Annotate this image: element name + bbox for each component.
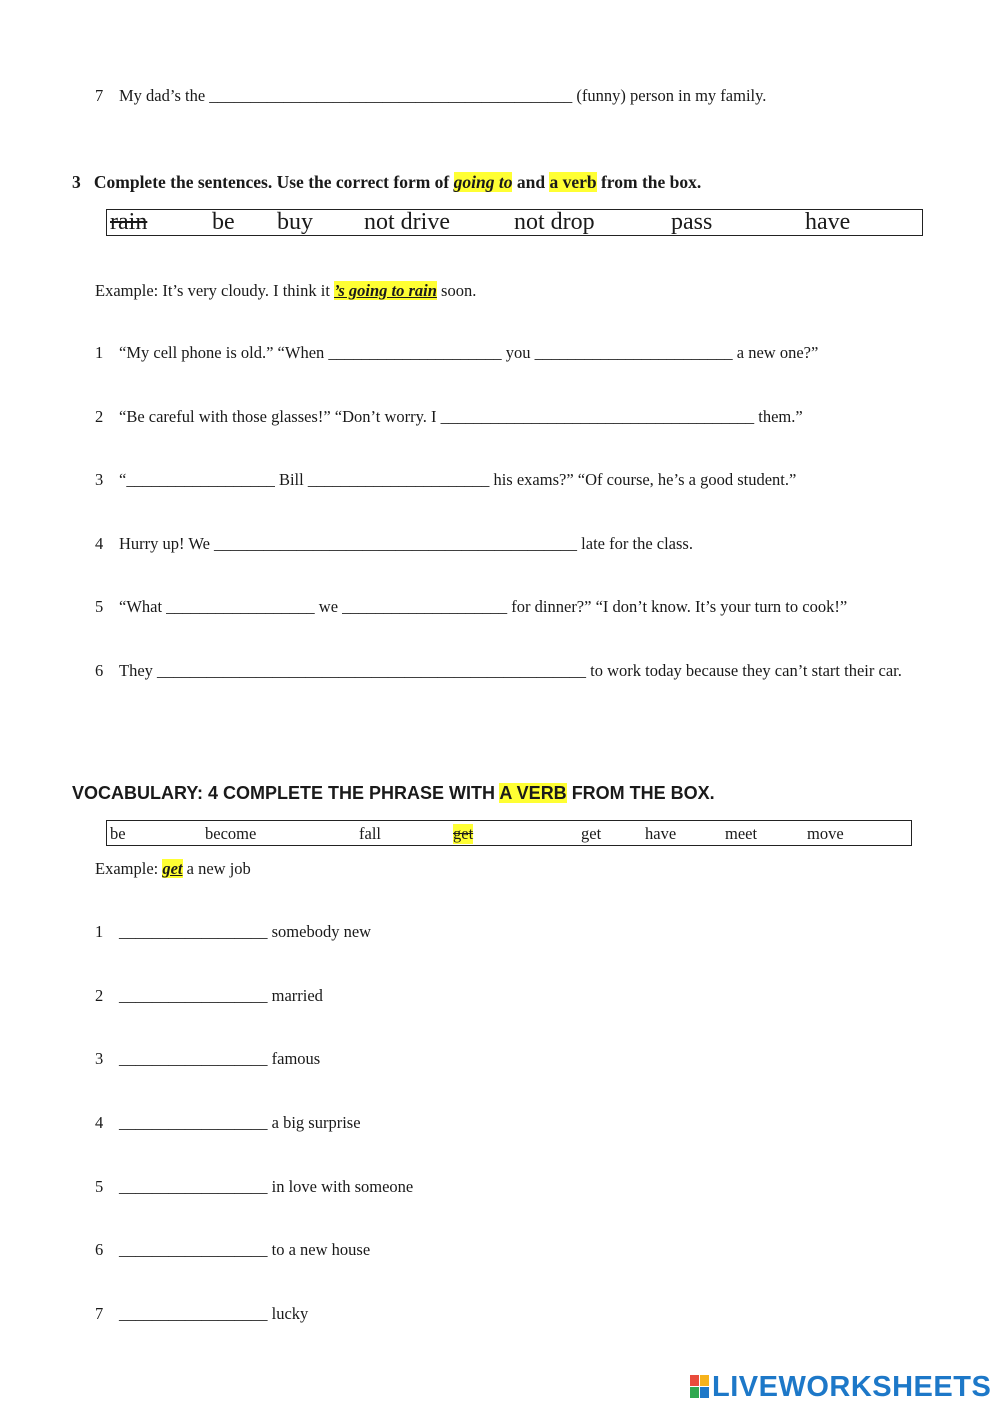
- liveworksheets-logo-icon: [690, 1375, 710, 1399]
- prev-item-number: 7: [95, 86, 104, 105]
- vocab-example: [95, 859, 251, 879]
- item-number: 6: [95, 661, 104, 680]
- sentence-item[interactable]: “Be careful with those glasses!” “Don’t worry. I ______________________________________ them.”: [119, 407, 803, 426]
- item-number: 7: [95, 1304, 104, 1323]
- item-number: 1: [95, 922, 104, 941]
- vocab-example-prefix: Example:: [95, 859, 163, 878]
- section3-instruction-post: from the box.: [596, 172, 702, 192]
- sentence-item[interactable]: “My cell phone is old.” “When _____________________ you ________________________ a new one?”: [119, 343, 819, 362]
- phrase-item[interactable]: __________________ married: [119, 986, 323, 1005]
- word-box-item: have: [805, 209, 851, 235]
- vocab-box-item: fall: [359, 824, 381, 843]
- sentence-item[interactable]: Hurry up! We ____________________________________________ late for the class.: [119, 534, 693, 553]
- word-box-item: buy: [277, 209, 313, 235]
- vocab-highlight-a-verb: A VERB: [499, 783, 567, 803]
- word-box-item: be: [212, 209, 235, 235]
- example-prefix: Example: It’s very cloudy. I think it: [95, 281, 335, 300]
- item-number: 4: [95, 534, 104, 553]
- section3-instruction-mid: and: [512, 172, 550, 192]
- vocab-example-answer: get: [162, 859, 183, 878]
- sentence-item[interactable]: “__________________ Bill ______________________ his exams?” “Of course, he’s a good student.”: [119, 470, 797, 489]
- sentence-item[interactable]: They ____________________________________________________ to work today because they can’t start their car.: [119, 661, 902, 680]
- vocab-box-item: become: [205, 824, 257, 843]
- liveworksheets-logo[interactable]: [690, 1372, 991, 1402]
- phrase-item[interactable]: __________________ a big surprise: [119, 1113, 361, 1132]
- section3-heading: [72, 172, 701, 193]
- word-box-item: rain: [110, 209, 148, 235]
- item-number: 4: [95, 1113, 104, 1132]
- section3-instruction-pre: Complete the sentences. Use the correct form of: [93, 172, 454, 192]
- word-box-item: not drop: [514, 209, 595, 235]
- vocab-heading-pre: VOCABULARY: 4 COMPLETE THE PHRASE WITH: [72, 783, 500, 803]
- item-number: 1: [95, 343, 104, 362]
- vocab-example-suffix: a new job: [182, 859, 251, 878]
- item-number: 5: [95, 597, 104, 616]
- phrase-item[interactable]: __________________ lucky: [119, 1304, 309, 1323]
- vocab-heading-post: FROM THE BOX.: [566, 783, 715, 803]
- vocab-box-item: have: [645, 824, 677, 843]
- vocab-box-item: move: [807, 824, 844, 843]
- item-number: 6: [95, 1240, 104, 1259]
- item-number: 2: [95, 986, 104, 1005]
- vocab-box-item: get: [453, 824, 474, 843]
- prev-item-text: My dad’s the ____________________________________________ (funny) person in my family.: [119, 86, 767, 105]
- phrase-item[interactable]: __________________ in love with someone: [119, 1177, 414, 1196]
- vocab-box-item: be: [110, 824, 126, 843]
- item-number: 3: [95, 1049, 104, 1068]
- phrase-item[interactable]: __________________ to a new house: [119, 1240, 371, 1259]
- phrase-item[interactable]: __________________ famous: [119, 1049, 321, 1068]
- vocab-box-item: get: [581, 824, 602, 843]
- section3-highlight-going-to: going to: [453, 172, 513, 192]
- section3-word-box: [106, 209, 923, 236]
- vocabulary-heading: [72, 783, 715, 804]
- item-number: 5: [95, 1177, 104, 1196]
- sentence-item[interactable]: “What __________________ we ____________________ for dinner?” “I don’t know. It’s your turn to cook!”: [119, 597, 848, 616]
- item-number: 3: [95, 470, 104, 489]
- item-number: 2: [95, 407, 104, 426]
- section3-example: [95, 281, 476, 301]
- vocab-box-item: meet: [725, 824, 758, 843]
- word-box-item: not drive: [364, 209, 450, 235]
- word-box-item: pass: [671, 209, 713, 235]
- phrase-item[interactable]: __________________ somebody new: [119, 922, 372, 941]
- vocab-word-box: [106, 820, 912, 846]
- liveworksheets-logo-text: LIVEWORKSHEETS: [712, 1370, 992, 1403]
- example-answer: ’s going to rain: [334, 281, 437, 300]
- section3-number: 3: [72, 172, 81, 192]
- example-suffix: soon.: [436, 281, 477, 300]
- section3-highlight-a-verb: a verb: [549, 172, 597, 192]
